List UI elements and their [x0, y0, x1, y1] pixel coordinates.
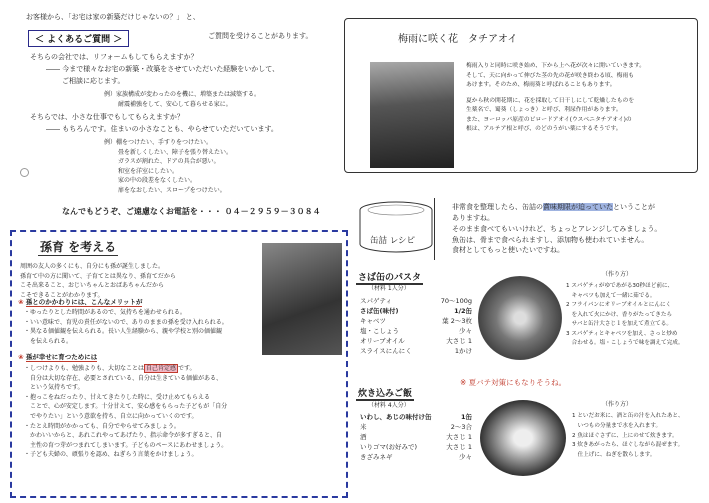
examples-2 — [104, 138, 232, 196]
flower-line: 生薬名で、蜀葵（しょっき）と呼び、利尿作用があります。 — [466, 107, 622, 114]
rice-photo — [480, 400, 566, 476]
faq-label: ＜ よくあるご質問 ＞ — [28, 30, 129, 47]
tip-item: ことで、心が安定します。十分甘えて、安心感をもらった子どもが「自分 — [24, 403, 228, 411]
kosodate-merits — [24, 308, 228, 346]
tip-post: です。 — [178, 365, 196, 372]
flower-line: また、ヨーロッパ原産のビロードアオイ(ウスベニタチアオイ)の — [466, 116, 632, 123]
step: サバと缶汁大さじ１を加えて煮立てる。 — [566, 321, 672, 327]
answer-1-line-2: ご相談に応じます。 — [62, 77, 125, 85]
step: 2 魚はほぐさずに、上にのせて炊きます。 — [572, 432, 678, 439]
example-item: 家の中の段差をなくしたい。 — [118, 177, 197, 185]
example-item: 扉をなおしたい、スロープをつけたい。 — [118, 186, 226, 194]
step: 仕上げに、ねぎを散らします。 — [572, 452, 656, 459]
pasta-title: さば缶のパスタ — [356, 270, 423, 285]
ingredient-row — [360, 422, 472, 432]
step: 3 炊きあがったら、ほぐしながら混ぜます。 — [572, 442, 684, 449]
ingredient-name: オリーブオイル — [360, 337, 405, 346]
can-icon — [356, 198, 436, 258]
ingredient-qty: 葉 2～3枚 — [442, 317, 472, 326]
can-intro-line: 食材としてもっと使いたいですね。 — [452, 246, 564, 255]
step: 1 といだお米に、酒と缶の汁を入れたあと、 — [572, 413, 684, 419]
tip-item: かわいいからと、あれこれやってあげたり、指示命令が多すぎると、自 — [24, 432, 223, 440]
flower-line: そして、天に向かって伸びた茎の先の花が咲き終わる頃、梅雨も — [466, 72, 634, 79]
example-item: ガラスが割れた、ドアの具合が悪い。 — [118, 158, 220, 166]
flower-line: 梅雨入りと同時に咲き始め、下から上へ花が次々に開いていきます。 — [466, 63, 646, 69]
ingredient-qty: 少々 — [459, 327, 472, 336]
ingredient-qty: 2～3合 — [450, 423, 472, 432]
intro-text: 孫育て中の方に聞いて、子育てとは異なり、孫育てだから — [20, 272, 176, 280]
expiry-highlight: 賞味期限が迫っていた — [543, 203, 613, 211]
flower-text — [466, 62, 645, 135]
ingredient-qty: 70～100g — [440, 297, 472, 305]
ingredient-row — [360, 432, 472, 442]
intro-line-2: ご質問を受けることがあります。 — [208, 32, 313, 40]
ingredient-qty: 1/2缶 — [454, 307, 472, 316]
ingredient-name: さば缶(味付) — [360, 307, 399, 316]
pasta-serving: （材料 1人分） — [368, 285, 410, 292]
step: 1 スパゲティがゆであがる30秒ほど前に、 — [566, 283, 674, 289]
answer-2: ―― もちろんです。住まいの小さなことも、やらせていただいています。 — [46, 125, 278, 133]
tip-item: ・抱っこをねだったり、甘えてきたりした時に、受け止めてもらえる — [24, 393, 211, 401]
flower-bullet-icon: ❀ — [18, 298, 24, 306]
rice-ingredients — [360, 412, 472, 462]
can-intro — [452, 202, 661, 256]
text: 非常食を整理したら、缶詰の — [452, 203, 543, 211]
ingredient-qty: 大さじ 1 — [446, 443, 472, 452]
text: ということが — [613, 203, 655, 211]
ingredient-row — [360, 346, 472, 356]
flower-line: あけます。そのため、梅雨葵と呼ばれることもあります。 — [466, 82, 616, 89]
example-item: 例）棚をつけたい、手すりをつけたい。 — [104, 139, 213, 146]
step: 合わせる。塩・こしょうで味を調えて完成。 — [566, 340, 684, 346]
tip-item — [24, 364, 227, 374]
intro-text: 周囲の友人の多くにも、自分にも孫が誕生しました。 — [20, 263, 165, 270]
ingredient-name: スライスにんにく — [360, 347, 412, 356]
ingredient-name: スパゲティ — [360, 297, 392, 305]
intro-text: こそできることがわかります。 — [20, 291, 104, 299]
pasta-steps — [566, 282, 683, 349]
intro-text: こそ出来ること、おじいちゃんとおばあちゃんだから — [20, 282, 165, 290]
child-photo — [262, 243, 342, 355]
ingredient-row — [360, 412, 472, 422]
example-item: 耐震補強をして、安心して暮らせる家に。 — [118, 100, 232, 108]
merit-item: ・いい意味で、育児の責任がないので、ありのままの孫を受け入れられる。 — [24, 318, 228, 326]
ingredient-name: いわし、あじの味付け缶 — [360, 413, 432, 421]
question-2: そちらでは、小さな仕事でもしてもらえますか？ — [30, 113, 184, 121]
kosodate-heading-1 — [18, 297, 142, 306]
can-intro-line — [452, 202, 661, 213]
ingredient-qty: 少々 — [459, 453, 472, 462]
self-esteem-highlight: 自己肯定感 — [146, 365, 177, 372]
can-recipe-label: 缶詰 レシピ — [370, 236, 415, 246]
ingredient-name: 酒 — [360, 433, 367, 442]
ingredient-name: いりゴマ(お好みで) — [360, 443, 418, 452]
tip-item: 主性の育つ芽がつまれてしまいます。子どものペースにあわせましょう。 — [24, 441, 228, 449]
can-intro-line: 魚缶は、骨まで食べられますし、添加物も使われていません。 — [452, 235, 649, 244]
example-item: 畳を新しくしたい、障子を張り替えたい。 — [118, 148, 233, 156]
can-intro-line: そのまま食べてもいいけれど、ちょっとアレンジしてみましょう。 — [452, 224, 662, 233]
contact-phone: なんでもどうぞ、ご遠慮なくお電話を・・・ ０４－２９５９－３０８４ — [62, 207, 321, 216]
rice-title: 炊き込みご飯 — [356, 386, 414, 401]
tip-pre: ・しつけよりも、勉強よりも、大切なことは — [24, 365, 145, 372]
tip-item: 自分は大切な存在、必要とされている、自分は生きている価値がある、 — [24, 374, 223, 382]
rice-steps — [572, 412, 684, 461]
hollyhock-photo — [370, 62, 454, 168]
kosodate-heading-2 — [18, 352, 97, 361]
step: を入れて火にかけ、香りがたってきたら — [566, 311, 673, 318]
pasta-ingredients — [360, 296, 472, 356]
ingredient-name: きざみネギ — [360, 453, 393, 462]
merit-item: ・異なる価値観を伝えられる。長い人生経験から、親や学校と別の価値観 — [24, 328, 223, 336]
ingredient-row — [360, 442, 472, 452]
ingredient-row — [360, 316, 472, 326]
ingredient-row — [360, 296, 472, 306]
pasta-steps-title: （作り方） — [602, 271, 633, 278]
step: 3 スパゲティとキャベツを加え、さっと炒め — [566, 330, 678, 337]
ingredient-row — [360, 326, 472, 336]
flower-bullet-icon: ❀ — [18, 353, 24, 361]
step: 2 フライパンにオリーブオイルとにんにく — [566, 302, 672, 308]
heading-text: 孫が幸せに育つためには — [25, 353, 98, 361]
examples-1 — [104, 90, 260, 109]
tip-item: でやりたい」という意欲を持ち、自立に向かっていくのです。 — [24, 412, 198, 420]
merit-item: ・ゆったりとした時間があるので、気持ちを通わせられる。 — [24, 309, 186, 316]
step: キャベツも加えて一緒に茹でる。 — [566, 292, 656, 299]
kosodate-title: 孫育 を考える — [40, 240, 117, 254]
question-1: そちらの会社では、リフォームもしてもらえますか？ — [30, 53, 198, 61]
ingredient-name: 塩・こしょう — [360, 327, 399, 336]
tip-item: という気持ちです。 — [24, 384, 84, 392]
step: いつもの分量まで水を入れます。 — [572, 422, 662, 429]
example-item: 例）家族構成が変わったのを機に、増築または減築する。 — [104, 91, 260, 98]
ingredient-qty: 1かけ — [454, 347, 472, 356]
ingredient-row — [360, 336, 472, 346]
rice-steps-title: （作り方） — [602, 401, 633, 408]
tip-item: ・子ども夫婦の、頑張りを認め、ねぎらう言葉をかけましょう。 — [24, 451, 198, 459]
pasta-photo — [478, 276, 562, 360]
ingredient-row — [360, 306, 472, 316]
rice-serving: （材料 4人分） — [368, 402, 410, 409]
ingredient-name: キャベツ — [360, 317, 386, 326]
ingredient-qty: 1缶 — [460, 413, 472, 421]
punch-hole-icon — [20, 168, 29, 177]
kosodate-tips — [24, 364, 227, 460]
ingredient-qty: 大さじ 1 — [446, 337, 472, 346]
merit-item: を伝えられる。 — [24, 337, 73, 345]
ingredient-row — [360, 452, 472, 462]
kosodate-intro — [20, 262, 176, 300]
ingredient-qty: 大さじ 1 — [446, 433, 472, 442]
ingredient-name: 米 — [360, 423, 367, 432]
tip-item: ・たとえ時間がかかっても、自分でやらせてみましょう。 — [24, 422, 180, 430]
heading-text: 孫とのかかわりには、こんなメリットが — [25, 298, 143, 306]
flower-title: 梅雨に咲く花 タチアオイ — [398, 34, 518, 45]
can-intro-line: ありますね。 — [452, 213, 494, 222]
answer-1-line-1: ―― 今まで様々なお宅の新築・改築をさせていただいた経験をいかして、 — [46, 65, 280, 73]
example-item: 和室を洋室にしたい。 — [118, 167, 179, 175]
flower-line: 夏から秋の開花期に、花を採取して日干しにして乾燥したものを — [466, 97, 635, 104]
summer-note: ※ 夏バテ対策にもなりそうね。 — [460, 378, 567, 387]
intro-line: お客様から、「お宅は家の新築だけじゃないの？」 と、 — [26, 13, 200, 21]
flower-line: 根は、アルテア根と呼び、のどのうがい薬にするそうです。 — [466, 126, 622, 133]
